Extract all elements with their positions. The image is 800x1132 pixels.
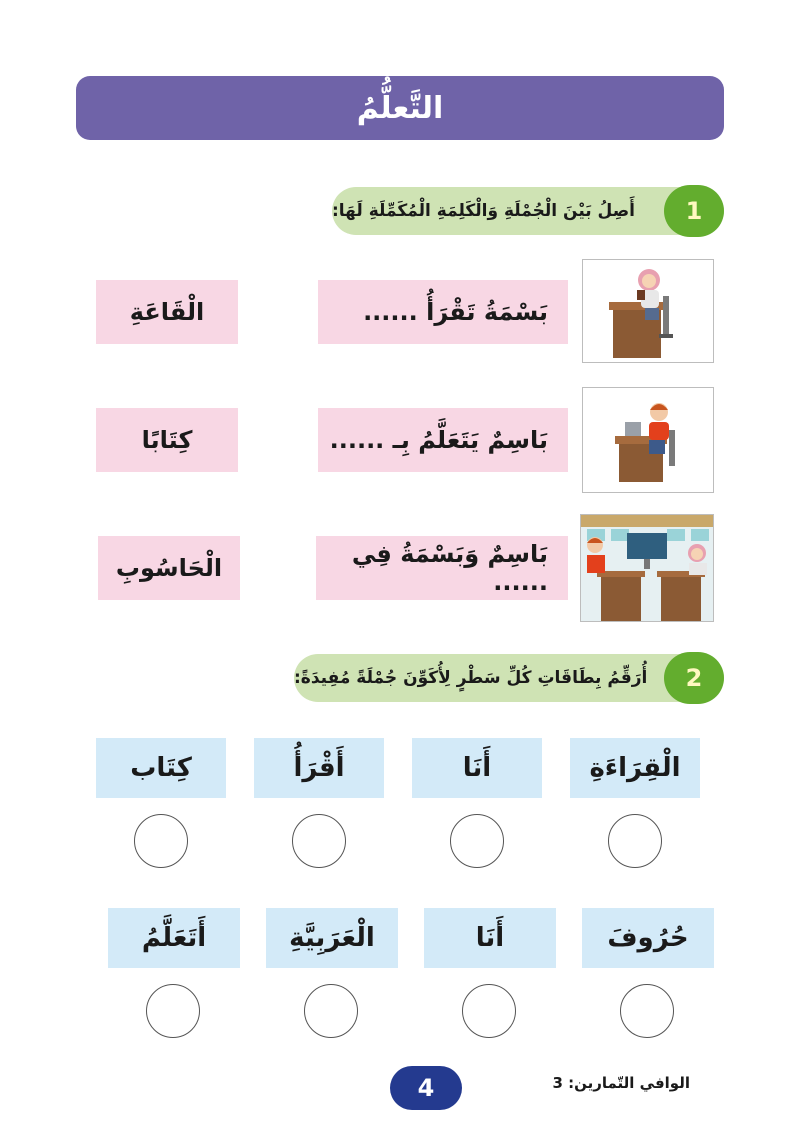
word-card-r2-2-label: أَنَا	[475, 923, 505, 953]
sentence-text-1: بَسْمَةُ تَقْرَأُ ......	[363, 298, 548, 326]
word-card-2[interactable]	[96, 408, 238, 472]
number-circle-r1-3[interactable]	[292, 814, 346, 868]
word-card-r1-2-label: أَنَا	[462, 753, 492, 783]
book-title: الوافي التّمارين: 3	[552, 1074, 690, 1092]
word-card-r1-3-label: أَقْرَأُ	[293, 753, 345, 783]
classroom-illustration	[581, 515, 714, 622]
word-card-r2-3-label: الْعَرَبِيَّةِ	[289, 923, 375, 953]
word-card-r1-4[interactable]	[96, 738, 226, 798]
section-2-instruction: أُرَقِّمُ بِطَاقَاتِ كُلِّ سَطْرٍ لِأُكَوِّنَ جُمْلَةً مُفِيدَةً:	[294, 668, 648, 688]
word-card-r2-4[interactable]	[108, 908, 240, 968]
number-circle-r2-4[interactable]	[146, 984, 200, 1038]
sentence-text-2: بَاسِمٌ يَتَعَلَّمُ بِـ ......	[329, 426, 548, 454]
page-number-badge	[390, 1066, 462, 1110]
picture-classroom	[580, 514, 714, 622]
boy-computer-illustration	[583, 388, 714, 493]
number-circle-r2-3[interactable]	[304, 984, 358, 1038]
section-1-instruction: أَصِلُ بَيْنَ الْجُمْلَةِ وَالْكَلِمَةِ الْمُكَمِّلَةِ لَهَا:	[332, 201, 635, 221]
word-card-1[interactable]	[96, 280, 238, 344]
sentence-card-1[interactable]	[318, 280, 568, 344]
page-number: 4	[417, 1074, 435, 1102]
word-card-r1-4-label: كِتَاب	[130, 753, 192, 783]
picture-boy-computer	[582, 387, 714, 493]
word-card-r2-1-label: حُرُوفَ	[607, 923, 689, 953]
number-circle-r2-1[interactable]	[620, 984, 674, 1038]
word-text-1: الْقَاعَةِ	[129, 298, 205, 326]
section-2-number: 2	[685, 664, 703, 692]
girl-reading-illustration	[583, 260, 714, 363]
sentence-card-3[interactable]	[316, 536, 568, 600]
number-circle-r1-1[interactable]	[608, 814, 662, 868]
word-card-3[interactable]	[98, 536, 240, 600]
number-circle-r2-2[interactable]	[462, 984, 516, 1038]
section-1-number-badge	[664, 185, 724, 237]
section-2-number-badge	[664, 652, 724, 704]
page-title: التَّعلُّمُ	[356, 90, 444, 126]
section-2-instruction-pill	[294, 654, 724, 702]
word-card-r2-3[interactable]	[266, 908, 398, 968]
number-circle-r1-2[interactable]	[450, 814, 504, 868]
picture-girl-reading	[582, 259, 714, 363]
word-card-r1-1[interactable]	[570, 738, 700, 798]
word-card-r2-1[interactable]	[582, 908, 714, 968]
word-text-2: كِتَابًا	[141, 426, 193, 454]
word-card-r1-1-label: الْقِرَاءَةِ	[589, 753, 681, 783]
section-1-number: 1	[685, 197, 703, 225]
sentence-text-3: بَاسِمٌ وَبَسْمَةُ فِي ......	[351, 540, 548, 596]
word-text-3: الْحَاسُوبِ	[115, 554, 223, 582]
word-card-r2-4-label: أَتَعَلَّمُ	[141, 923, 207, 953]
number-circle-r1-4[interactable]	[134, 814, 188, 868]
word-card-r2-2[interactable]	[424, 908, 556, 968]
page-title-banner	[76, 76, 724, 140]
word-card-r1-3[interactable]	[254, 738, 384, 798]
sentence-card-2[interactable]	[318, 408, 568, 472]
word-card-r1-2[interactable]	[412, 738, 542, 798]
